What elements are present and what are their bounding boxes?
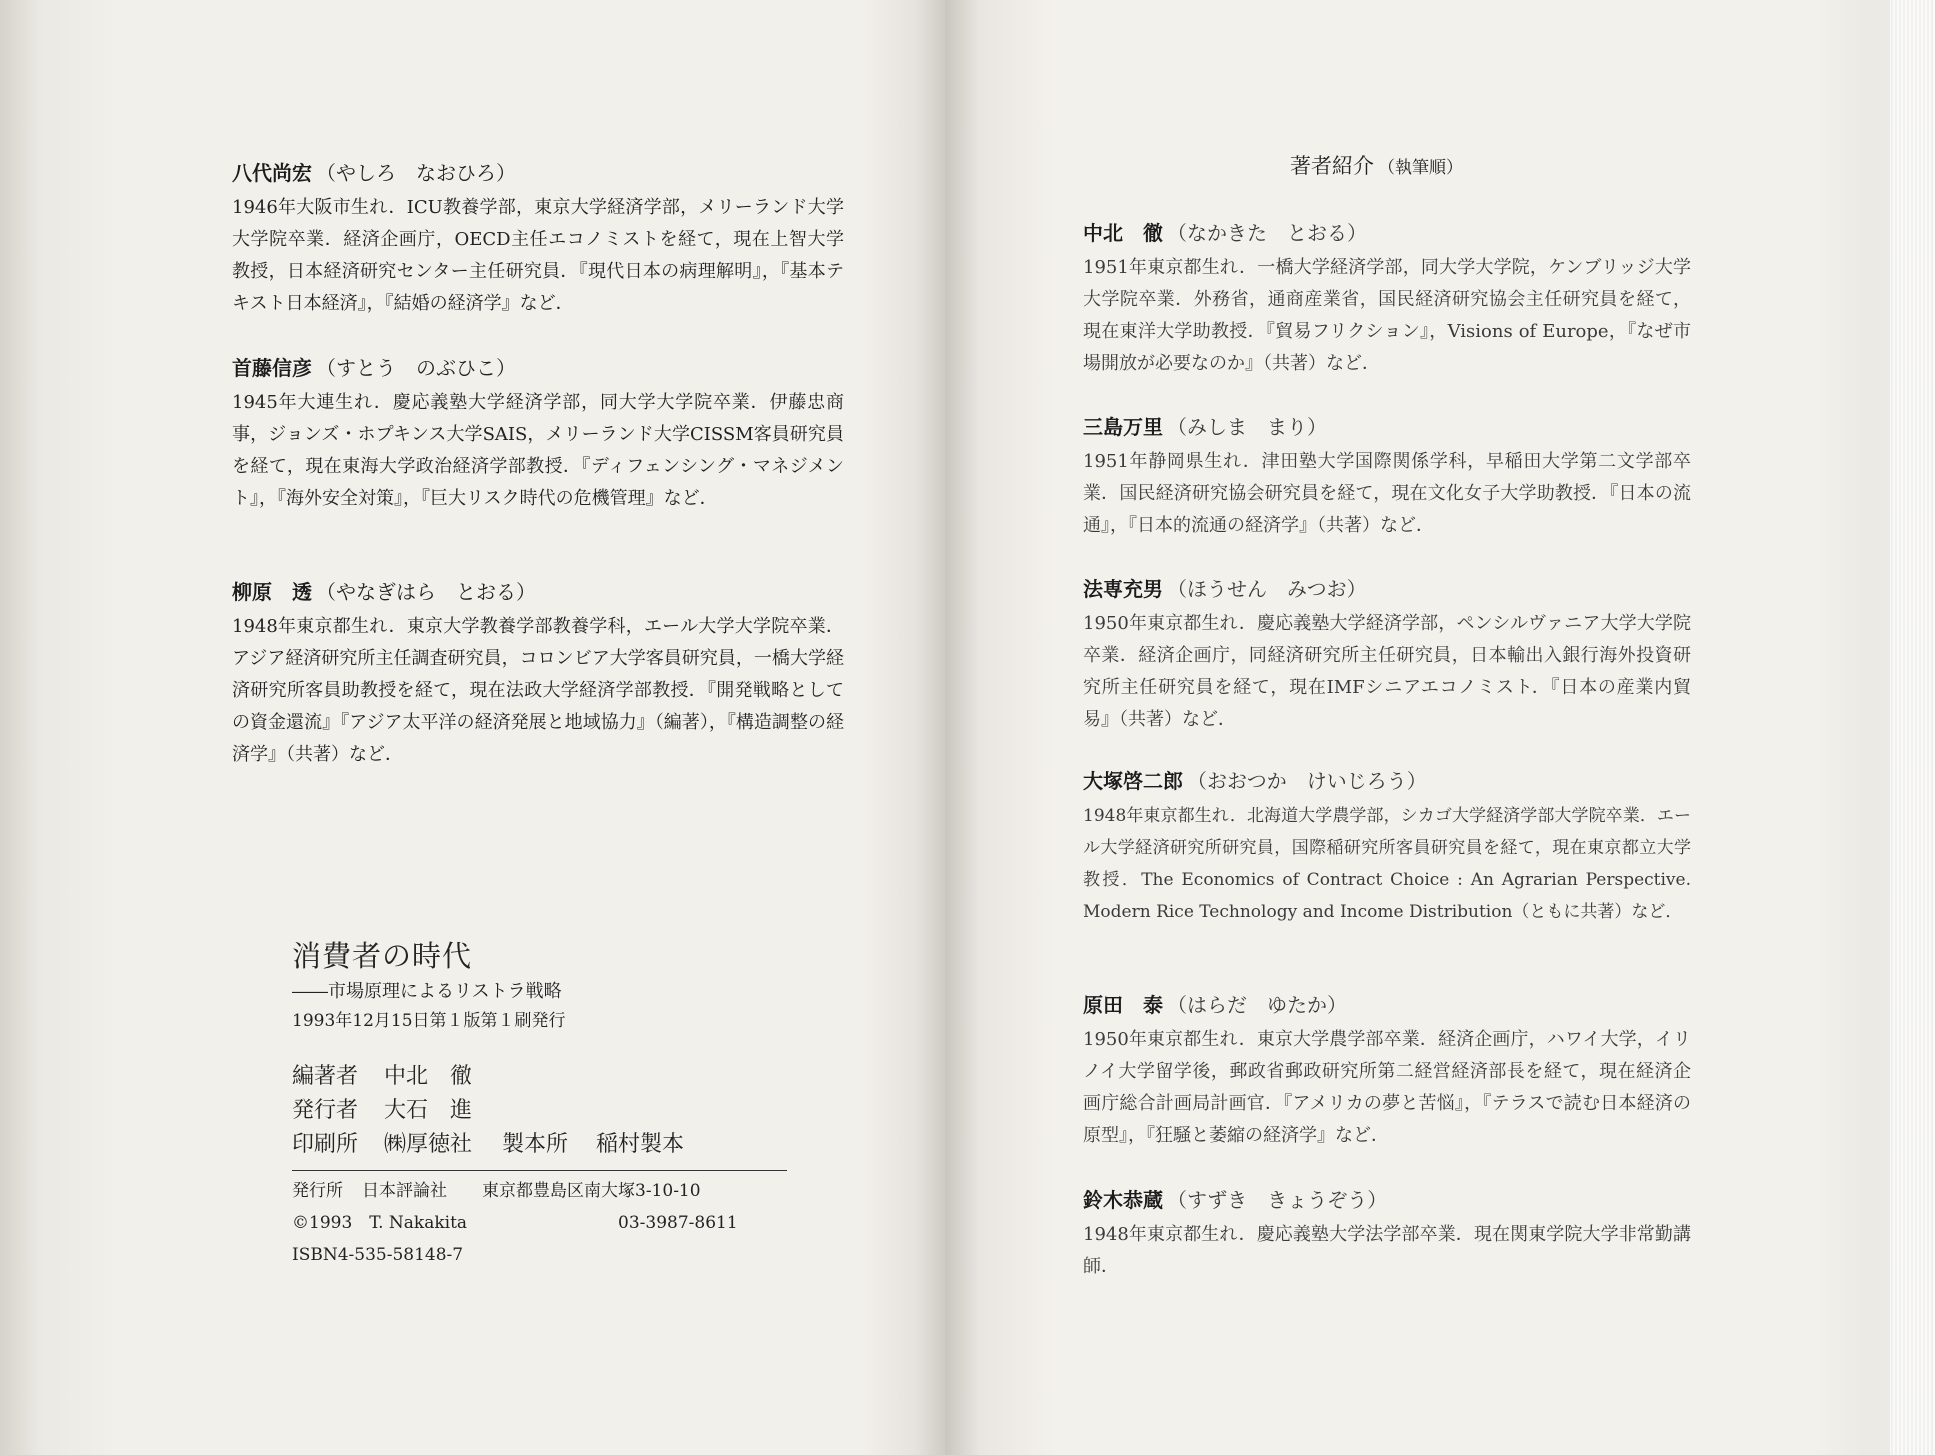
author-reading: （すずき きょうぞう） <box>1167 1188 1388 1212</box>
author-name: 原田 泰 <box>1083 993 1163 1017</box>
author-entry <box>1083 218 1691 380</box>
phone: 03-3987-8611 <box>618 1213 738 1233</box>
author-entry <box>232 353 844 515</box>
author-name: 首藤信彦 <box>232 356 312 380</box>
credit-label: 発行者 <box>292 1098 359 1123</box>
book-subtitle: ――市場原理によるリストラ戦略 <box>292 981 562 1002</box>
binder-value: 稲村製本 <box>596 1132 685 1157</box>
author-entry <box>1083 990 1691 1152</box>
author-name-line <box>232 353 844 383</box>
author-name: 中北 徹 <box>1083 221 1163 245</box>
heading-title: 著者紹介 <box>1290 154 1374 178</box>
author-name: 鈴木恭蔵 <box>1083 1188 1163 1212</box>
author-entry <box>1083 1185 1691 1283</box>
author-bio: 1948年東京都生れ．慶応義塾大学法学部卒業．現在関東学院大学非常勤講師． <box>1083 1224 1691 1277</box>
author-reading: （はらだ ゆたか） <box>1167 993 1347 1017</box>
author-name-line <box>1083 218 1691 248</box>
credit-publisher-person <box>292 1094 787 1128</box>
author-entry <box>232 158 844 320</box>
credit-printer-binder <box>292 1128 787 1162</box>
author-entry <box>1083 412 1691 542</box>
copyright-row <box>292 1207 787 1239</box>
copyright: ©1993 T. Nakakita <box>292 1213 468 1233</box>
credit-label: 編著者 <box>292 1064 359 1089</box>
author-bio: 1951年静岡県生れ．津田塾大学国際関係学科，早稲田大学第二文学部卒業．国民経済研究協会研究員を経て，現在文化女子大学助教授．『日本の流通』，『日本的流通の経済学』（共著）など． <box>1083 451 1691 536</box>
page-edge <box>1890 0 1935 1455</box>
colophon <box>292 936 787 1271</box>
author-reading: （やしろ なおひろ） <box>316 161 516 185</box>
author-name-line <box>232 577 844 607</box>
author-reading: （すとう のぶひこ） <box>316 356 516 380</box>
credits <box>292 1060 787 1162</box>
publisher-address: 東京都豊島区南大塚3-10-10 <box>482 1181 701 1201</box>
book-title: 消費者の時代 <box>292 939 473 973</box>
author-reading: （おおつか けいじろう） <box>1187 769 1427 793</box>
author-name-line <box>1083 990 1691 1020</box>
author-reading: （ほうせん みつお） <box>1167 577 1367 601</box>
printer-label: 印刷所 <box>292 1132 359 1157</box>
isbn: ISBN4-535-58148-7 <box>292 1245 464 1265</box>
isbn-row <box>292 1239 787 1271</box>
author-bio: 1951年東京都生れ．一橋大学経済学部，同大学大学院，ケンブリッジ大学大学院卒業．外務省，通商産業省，国民経済研究協会主任研究員を経て，現在東洋大学助教授．『貿易フリクション』，Visions of Europe，『なぜ市場開放が必要なのか』（共著）など． <box>1083 257 1691 374</box>
author-entry <box>1083 766 1691 928</box>
author-entry <box>232 577 844 771</box>
author-name: 法専充男 <box>1083 577 1163 601</box>
printer-value: ㈱厚徳社 <box>384 1132 473 1157</box>
author-name: 大塚啓二郎 <box>1083 769 1183 793</box>
credit-value: 大石 進 <box>384 1098 473 1123</box>
author-name: 三島万里 <box>1083 415 1163 439</box>
author-bio: 1950年東京都生れ．東京大学農学部卒業．経済企画庁，ハワイ大学，イリノイ大学留学後，郵政省郵政研究所第二経営経済部長を経て，現在経済企画庁総合計画局計画官．『アメリカの夢と苦悩』，『テラスで読む日本経済の原型』，『狂騒と萎縮の経済学』など． <box>1083 1029 1691 1146</box>
binder-label: 製本所 <box>502 1132 569 1157</box>
credit-value: 中北 徹 <box>384 1064 473 1089</box>
author-bio: 1945年大連生れ．慶応義塾大学経済学部，同大学大学院卒業．伊藤忠商事，ジョンズ・ホプキンス大学SAIS，メリーランド大学CISSM客員研究員を経て，現在東海大学政治経済学部教授．『ディフェンシング・マネジメント』，『海外安全対策』，『巨大リスク時代の危機管理』など． <box>232 392 844 509</box>
author-name-line <box>1083 412 1691 442</box>
author-name: 八代尚宏 <box>232 161 312 185</box>
credit-editor <box>292 1060 787 1094</box>
author-name-line <box>1083 1185 1691 1215</box>
publisher-label: 発行所 <box>292 1181 343 1201</box>
publisher-name: 日本評論社 <box>362 1181 447 1201</box>
author-bio: 1946年大阪市生れ．ICU教養学部，東京大学経済学部，メリーランド大学大学院卒業．経済企画庁，OECD主任エコノミストを経て，現在上智大学教授，日本経済研究センター主任研究員．『現代日本の病理解明』，『基本テキスト日本経済』，『結婚の経済学』など． <box>232 197 844 314</box>
heading-note: （執筆順） <box>1378 158 1463 178</box>
author-reading: （やなぎはら とおる） <box>316 580 536 604</box>
author-bio: 1948年東京都生れ．北海道大学農学部，シカゴ大学経済学部大学院卒業．エール大学経済研究所研究員，国際稲研究所客員研究員を経て，現在東京都立大学教授．The Economics of Contract Choice : An Agrarian Perspective. Modern Rice Technology and Income Distribution（ともに共著）など． <box>1083 806 1691 922</box>
book-edition: 1993年12月15日第１版第１刷発行 <box>292 1011 566 1031</box>
author-name-line <box>1083 766 1691 796</box>
author-reading: （なかきた とおる） <box>1167 221 1367 245</box>
author-entry <box>1083 574 1691 736</box>
section-heading <box>1290 150 1463 180</box>
colophon-divider <box>292 1170 787 1171</box>
author-bio: 1948年東京都生れ．東京大学教養学部教養学科，エール大学大学院卒業．アジア経済研究所主任調査研究員，コロンビア大学客員研究員，一橋大学経済研究所客員助教授を経て，現在法政大学経済学部教授．『開発戦略としての資金還流』『アジア太平洋の経済発展と地域協力』（編著），『構造調整の経済学』（共著）など． <box>232 616 844 765</box>
author-name: 柳原 透 <box>232 580 312 604</box>
author-name-line <box>232 158 844 188</box>
author-name-line <box>1083 574 1691 604</box>
publisher-row <box>292 1175 787 1207</box>
author-bio: 1950年東京都生れ．慶応義塾大学経済学部，ペンシルヴァニア大学大学院卒業．経済企画庁，同経済研究所主任研究員，日本輸出入銀行海外投資研究所主任研究員を経て，現在IMFシニアエコノミスト．『日本の産業内貿易』（共著）など． <box>1083 613 1691 730</box>
author-reading: （みしま まり） <box>1167 415 1327 439</box>
